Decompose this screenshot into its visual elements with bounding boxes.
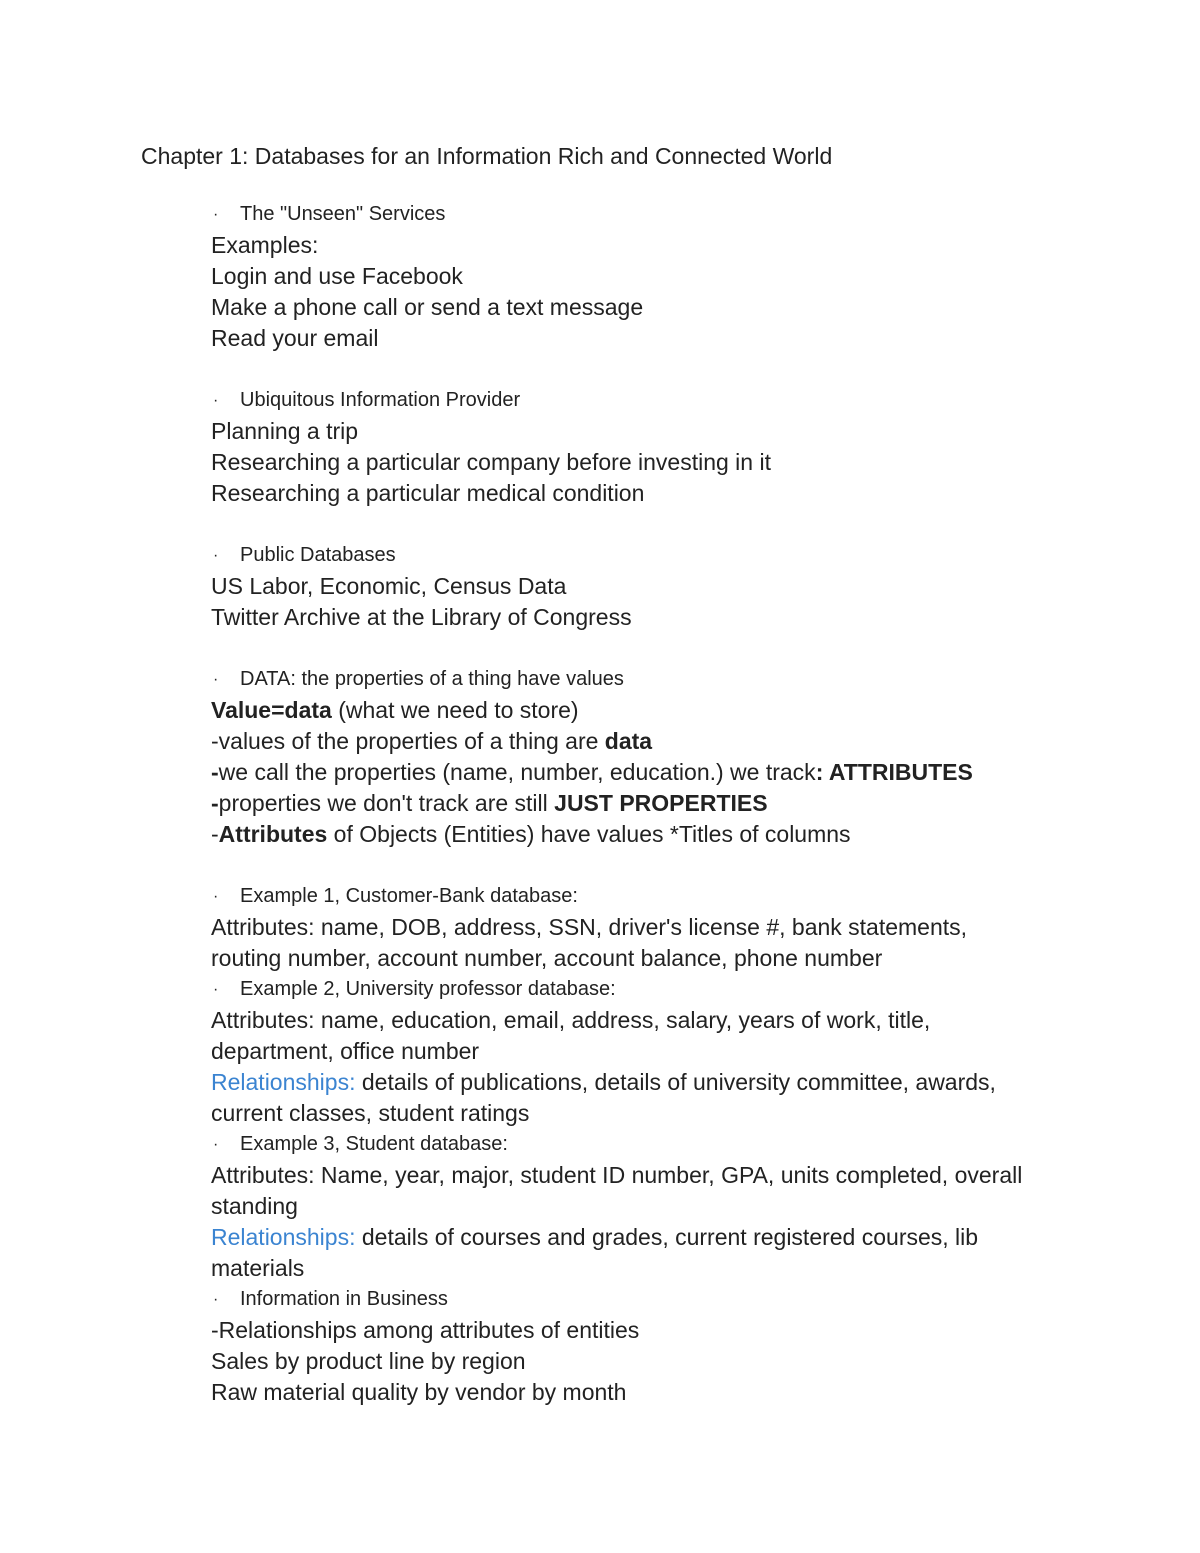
bullet-icon: · [213,1291,219,1308]
text-line-value-data [211,695,1111,726]
text-run: - [211,821,219,847]
text-run: -values of the properties of a thing are [211,728,605,754]
section-heading-ubiquitous-provider [211,385,1111,416]
spacer [211,850,1111,881]
text-line: Attributes: name, education, email, address, salary, years of work, title, [211,1007,931,1033]
text-line-attributes [211,757,1111,788]
text-line: Researching a particular medical condition [211,480,645,506]
section-heading-unseen-services [211,199,1111,230]
text-line: Raw material quality by vendor by month [211,1379,627,1405]
section-heading-information-in-business [211,1284,1111,1315]
text-run: details of courses and grades, current registered courses, lib [355,1224,979,1250]
bullet-icon: · [213,547,219,564]
bold-term: JUST PROPERTIES [554,790,768,816]
text-line: Twitter Archive at the Library of Congress [211,604,632,630]
text-line: US Labor, Economic, Census Data [211,573,567,599]
bold-term: data [604,728,653,754]
section-heading-text: Public Databases [240,544,396,566]
bold-dash: - [211,759,219,785]
text-line: routing number, account number, account balance, phone number [211,945,883,971]
text-line: standing [211,1193,298,1219]
text-line: Attributes: name, DOB, address, SSN, driver's license #, bank statements, [211,914,968,940]
bullet-icon: · [213,981,219,998]
text-run: properties we don't track are still [218,790,555,816]
text-line-just-properties [211,788,1111,819]
section-heading-example-3 [211,1129,1111,1160]
bullet-icon: · [213,1136,219,1153]
section-heading-text: Information in Business [240,1288,448,1310]
bold-dash: - [211,790,219,816]
section-heading-example-1 [211,881,1111,912]
bold-term: : ATTRIBUTES [815,759,973,785]
section-heading-text: Example 1, Customer-Bank database: [240,885,578,907]
section-heading-example-2 [211,974,1111,1005]
text-run: of Objects (Entities) have values *Titles of columns [327,821,851,847]
spacer [211,633,1111,664]
bullet-icon: · [213,888,219,905]
relationships-line [211,1067,1111,1098]
section-heading-text: Example 3, Student database: [240,1133,508,1155]
relationships-label: Relationships: [211,1069,356,1095]
text-line: current classes, student ratings [211,1100,530,1126]
text-line: Read your email [211,325,379,351]
document-body [211,199,1111,1408]
text-line: materials [211,1255,305,1281]
section-heading-public-databases [211,540,1111,571]
section-heading-text: Example 2, University professor database: [240,978,616,1000]
section-heading-text: Ubiquitous Information Provider [240,389,521,411]
spacer [211,354,1111,385]
bullet-icon: · [213,206,219,223]
bold-term: Value=data [211,697,332,723]
relationships-line [211,1222,1111,1253]
text-line-attributes-of-objects [211,819,1111,850]
section-heading-data [211,664,1111,695]
text-run: (what we need to store) [331,697,579,723]
text-line: Planning a trip [211,418,359,444]
bullet-icon: · [213,392,219,409]
bold-term: Attributes [218,821,328,847]
text-line: -Relationships among attributes of entities [211,1317,640,1343]
text-line: Login and use Facebook [211,263,463,289]
text-line: department, office number [211,1038,480,1064]
text-line: Make a phone call or send a text message [211,294,644,320]
text-line: Researching a particular company before investing in it [211,449,771,475]
relationships-label: Relationships: [211,1224,356,1250]
text-run: details of publications, details of university committee, awards, [355,1069,996,1095]
text-line: Sales by product line by region [211,1348,526,1374]
page-title: Chapter 1: Databases for an Information Rich and Connected World [141,143,833,169]
spacer [211,509,1111,540]
bullet-icon: · [213,671,219,688]
section-heading-text: DATA: the properties of a thing have values [240,668,624,690]
text-line: Attributes: Name, year, major, student ID number, GPA, units completed, overall [211,1162,1023,1188]
text-line: Examples: [211,232,319,258]
section-heading-text: The "Unseen" Services [240,203,446,225]
text-run: we call the properties (name, number, education.) we track [218,759,816,785]
text-line-values-are-data [211,726,1111,757]
